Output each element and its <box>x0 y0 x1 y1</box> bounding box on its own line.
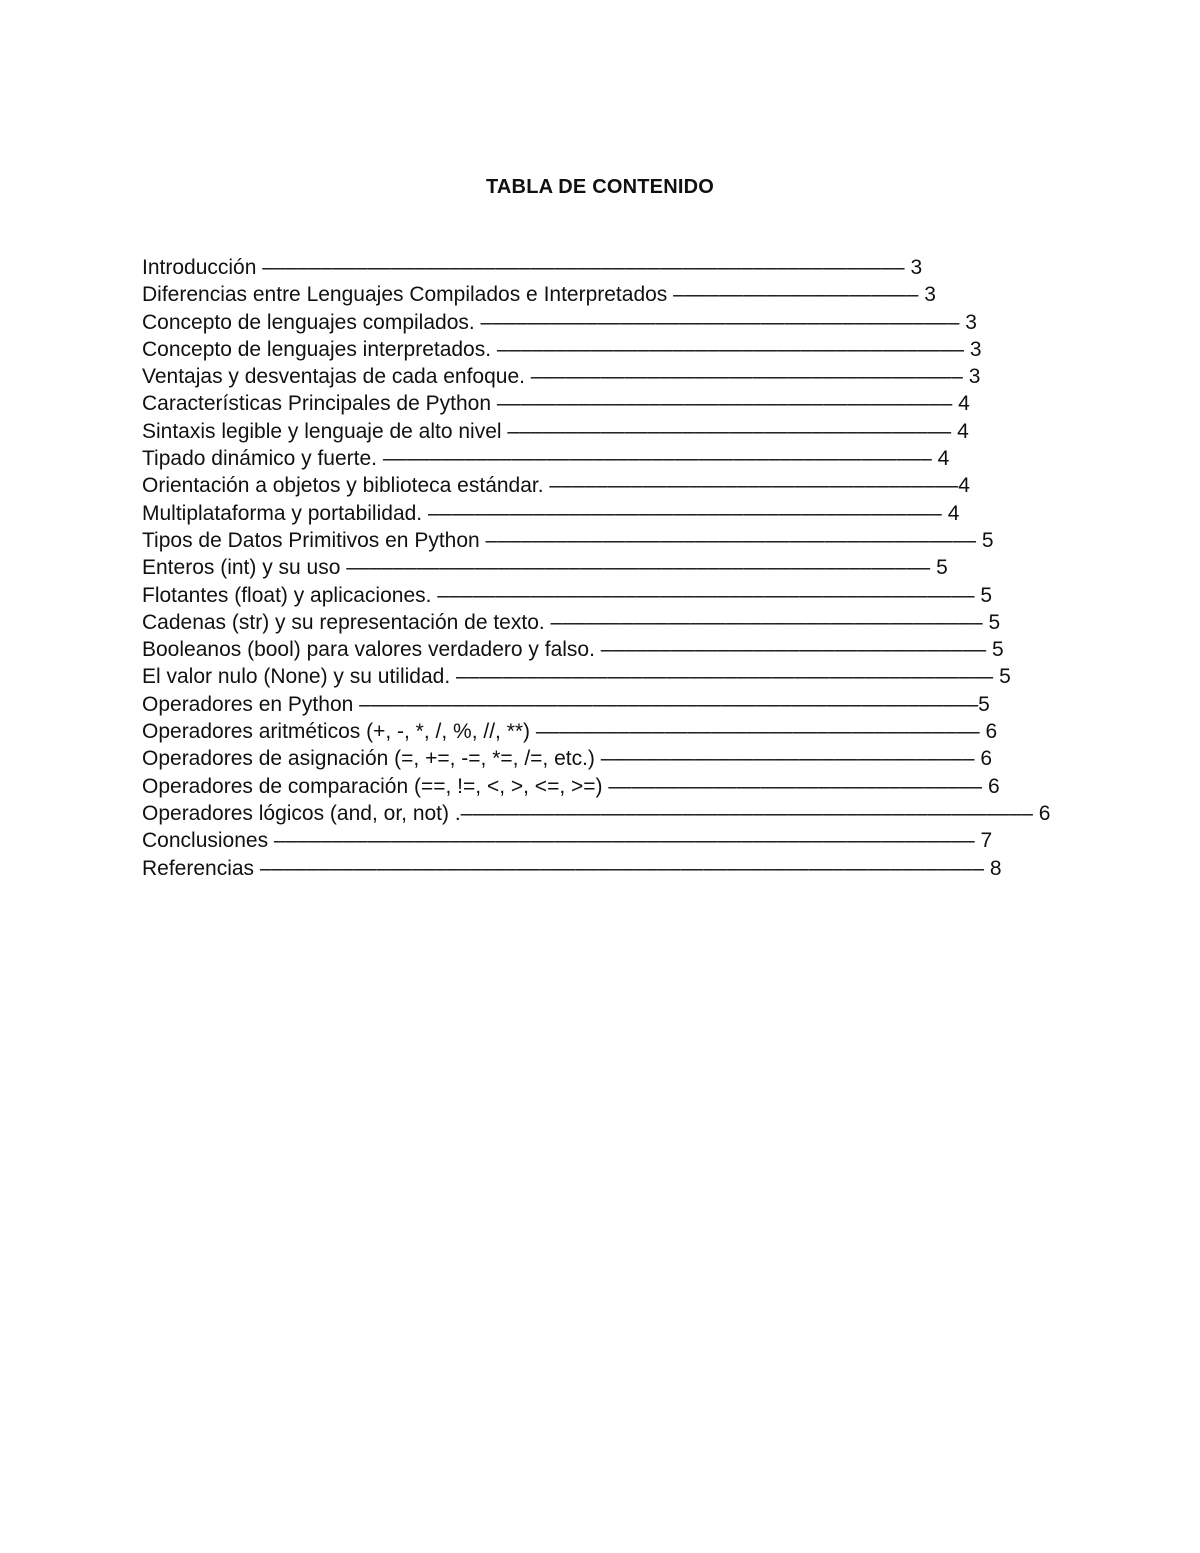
toc-entry-leader: –––––––––––––––––––––––––––––––– <box>602 774 988 798</box>
toc-entry-text: Características Principales de Python <box>142 392 491 416</box>
toc-entry <box>142 281 1142 308</box>
toc-entry-text: Flotantes (float) y aplicaciones. <box>142 583 432 607</box>
toc-entry-text: Cadenas (str) y su representación de texto. <box>142 610 545 634</box>
toc-entry-page: 3 <box>968 365 981 389</box>
toc-entry-leader: –––––––––––––––––––––––––––––––––––––– <box>501 419 958 443</box>
toc-entry-page: 7 <box>980 829 993 853</box>
toc-entry-page: 6 <box>985 720 998 744</box>
toc-entry <box>142 745 1142 772</box>
toc-entry-leader: ––––––––––––––––––––––––––––––––––––––– <box>491 392 959 416</box>
toc-entry-leader: ––––––––––––––––––––––––––––––––– <box>594 638 993 662</box>
toc-entry-page: 3 <box>969 337 982 361</box>
toc-entry <box>142 254 1142 281</box>
toc-entry-leader: ––––––––––––––––––––––––––––––––––––––––– <box>474 310 966 334</box>
toc-entry <box>142 363 1142 390</box>
toc-entry-page: 4 <box>958 392 970 416</box>
toc-entry-page: 5 <box>988 610 1001 634</box>
toc-entry-leader: –––––––––––––––––––––––––––––––– <box>594 747 981 771</box>
toc-entry-text: Tipos de Datos Primitivos en Python <box>142 528 480 552</box>
toc-entry-text: Enteros (int) y su uso <box>142 556 341 580</box>
toc-entry-text: Orientación a objetos y biblioteca estándar. <box>142 474 544 498</box>
toc-entry-text: Operadores de comparación (==, !=, <, >, <=, >=) <box>142 774 603 798</box>
table-of-contents <box>142 254 1142 882</box>
toc-entry-text: Operadores de asignación (=, +=, -=, *=, /=, etc.) <box>142 747 595 771</box>
toc-entry-page: 5 <box>936 556 948 580</box>
toc-entry <box>142 527 1142 554</box>
toc-entry-text: Ventajas y desventajas de cada enfoque. <box>142 365 525 389</box>
toc-entry <box>142 472 1142 499</box>
toc-entry-page: 3 <box>965 310 977 334</box>
toc-entry <box>142 636 1142 663</box>
toc-entry <box>142 691 1142 718</box>
toc-entry-page: 3 <box>924 283 936 307</box>
page-title: TABLA DE CONTENIDO <box>485 176 715 198</box>
toc-entry-text: Operadores lógicos (and, or, not) . <box>142 801 461 825</box>
toc-entry-leader: –––––––––––––––––––––––––––––––––––––––––––––––––––––––––––– <box>268 829 981 853</box>
toc-entry-leader: ––––––––––––––––––––––––––––––––––––––––––––––––––––– <box>353 692 979 716</box>
toc-entry-leader: ––––––––––––––––––––––––––––––––––––––––––––––––– <box>460 801 1039 825</box>
toc-entry-text: Referencias <box>142 856 255 880</box>
toc-entry-leader: –––––––––––––––––––––––––––––––––––––––––– <box>479 528 982 552</box>
toc-entry-leader: –––––––––––––––––––––––––––––––––––––––– <box>491 337 970 361</box>
toc-entry-leader: ––––––––––––––––––––––––––––––––––– <box>543 474 959 498</box>
toc-entry <box>142 418 1142 445</box>
toc-entry <box>142 582 1142 609</box>
toc-entry-page: 4 <box>958 474 970 498</box>
toc-entry-page: 5 <box>980 583 993 607</box>
toc-entry <box>142 663 1142 690</box>
toc-entry-text: Concepto de lenguajes compilados. <box>142 310 475 334</box>
toc-entry <box>142 827 1142 854</box>
toc-entry <box>142 309 1142 336</box>
toc-entry-text: Booleanos (bool) para valores verdadero y falso. <box>142 638 595 662</box>
toc-entry-leader: –––––––––––––––––––––––––––––––––––––––––––––––––––––––––––––– <box>254 856 990 880</box>
toc-entry-page: 4 <box>957 419 969 443</box>
toc-entry-page: 8 <box>989 856 1002 880</box>
toc-entry-page: 5 <box>999 665 1011 689</box>
toc-entry-leader: ––––––––––––––––––––––––––––––––––––– <box>524 365 969 389</box>
toc-entry-page: 4 <box>947 501 960 525</box>
toc-entry-leader: –––––––––––––––––––––––––––––––––––––––––––––– <box>431 583 981 607</box>
toc-entry <box>142 718 1142 745</box>
toc-entry-text: Operadores en Python <box>142 692 354 716</box>
toc-entry-text: El valor nulo (None) y su utilidad. <box>142 665 451 689</box>
toc-entry-text: Multiplataforma y portabilidad. <box>142 501 423 525</box>
toc-entry <box>142 500 1142 527</box>
toc-entry-leader: ––––––––––––––––––––––––––––––––––––– <box>544 610 989 634</box>
toc-entry <box>142 336 1142 363</box>
toc-entry <box>142 855 1142 882</box>
toc-entry-leader: –––––––––––––––––––––––––––––––––––––– <box>530 720 986 744</box>
toc-entry-text: Introducción <box>142 256 257 279</box>
toc-entry-page: 4 <box>937 447 950 471</box>
toc-entry-page: 5 <box>981 528 994 552</box>
toc-entry <box>142 773 1142 800</box>
toc-entry-text: Conclusiones <box>142 829 269 853</box>
toc-entry-page: 5 <box>992 638 1004 662</box>
toc-entry <box>142 609 1142 636</box>
toc-entry-page: 3 <box>910 256 923 279</box>
toc-entry-text: Operadores aritméticos (+, -, *, /, %, //, **) <box>142 720 531 744</box>
toc-entry-text: Sintaxis legible y lenguaje de alto nivel <box>142 419 502 443</box>
toc-entry-leader: –––––––––––––––––––––––––––––––––––––––––––––– <box>450 665 1000 689</box>
toc-entry-leader: ––––––––––––––––––––––––––––––––––––––––––––––––––––––– <box>256 256 911 279</box>
toc-entry-text: Concepto de lenguajes interpretados. <box>142 337 492 361</box>
toc-entry-text: Tipado dinámico y fuerte. <box>142 447 378 471</box>
toc-entry-leader: –––––––––––––––––––––––––––––––––––––––––––––––––– <box>340 556 937 580</box>
toc-entry-leader: ––––––––––––––––––––– <box>667 283 925 307</box>
toc-entry-page: 6 <box>980 747 993 771</box>
toc-entry <box>142 554 1142 581</box>
toc-entry-text: Diferencias entre Lenguajes Compilados e Interpretados <box>142 283 668 307</box>
toc-entry-leader: ––––––––––––––––––––––––––––––––––––––––––––––– <box>377 447 938 471</box>
toc-entry-page: 5 <box>978 692 990 716</box>
toc-entry <box>142 800 1142 827</box>
toc-entry <box>142 390 1142 417</box>
toc-entry-page: 6 <box>987 774 1000 798</box>
toc-entry-leader: –––––––––––––––––––––––––––––––––––––––––––– <box>422 501 948 525</box>
toc-entry-page: 6 <box>1038 801 1051 825</box>
toc-entry <box>142 445 1142 472</box>
